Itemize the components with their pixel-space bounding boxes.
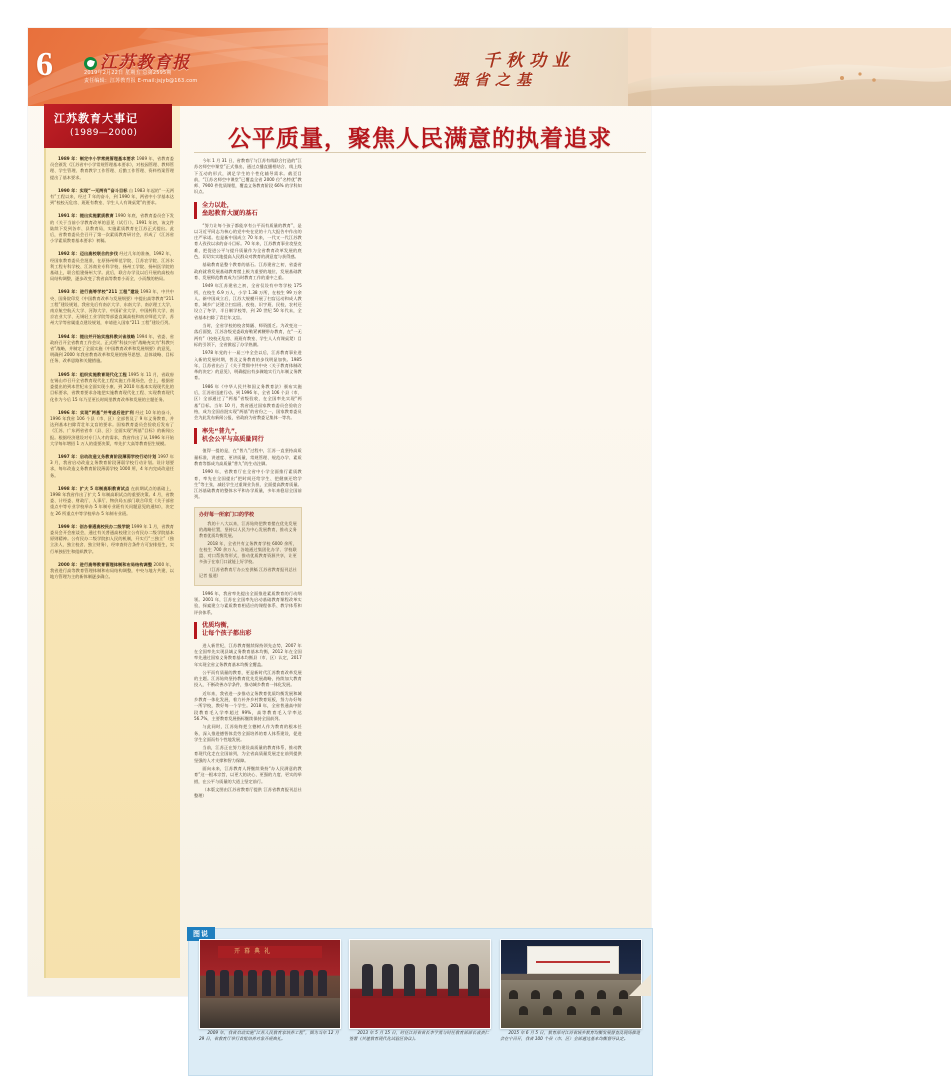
article-subheading-line2: 垒起教育大厦的基石 <box>202 210 258 218</box>
sidebar-entry-year: 2000 年：进行高等教育管理体制和布局结构调整 <box>58 561 153 567</box>
article-subheading-line1: 率先“普九”， <box>202 427 242 435</box>
article-paragraph: 值得一提的是，在“普九”过程中，江苏一直坚持高质量标准，讲速度、更讲质量，常规管理、规范办学、素质教育等都成为高质量“普九”的生动注脚。 <box>194 448 302 466</box>
calligraphy-top: 千秋功业 <box>483 51 575 70</box>
photo-strip <box>188 928 653 1076</box>
sidebar-entry-year: 1989 年：制定中小学常规管理基本要求 <box>58 156 136 161</box>
photo-audience <box>200 998 340 1028</box>
sidebar-entry <box>50 289 174 326</box>
photo-caption-3: 2015 年 6 月 5 日，教育部对江苏省城乡教育均衡发展督查及现场推进会在宁召开，我省 100 个县（市、区）全部通过基本均衡督导认定。 <box>500 1030 640 1042</box>
sidebar-entry <box>50 410 174 447</box>
article-paragraph: 与此同时，江苏始终把立德树人作为教育的根本任务，深入推进德智体美劳全面培养的育人体系建设，促进学生全面而有个性地发展。 <box>194 724 302 742</box>
callout-title: 办好每一所家门口的学校 <box>199 511 255 518</box>
article-subheading-line1: 全力以赴， <box>202 201 233 209</box>
sidebar-entry-year: 1995 年：组织实施教育现代化工程 <box>58 371 127 377</box>
article-source-note: （本版文图由江苏省教育厅提供 江苏省教育报刊总社 整理） <box>194 786 302 799</box>
photo-signing-table <box>350 998 490 1028</box>
photo-signing-ceremony <box>349 939 491 1029</box>
sidebar-entry-year: 1991 年：提出实施素质教育 <box>58 213 114 219</box>
sidebar-entry-text: 1993 年：进行高等学校“211 工程”建设 1993 年，中共中央、国务院印发《中国教育改革与发展纲要》中提出高等教育“211 工程”建设规划，我省先后有南京大学、东南大学、南京理工大学、南京航空航天大学、河海大学、中国矿业大学、中国药科大学、南京农业大学、无锡轻工业学院等部委直属高校和南京师范大学、苏州大学等省属重点建设规划，申请进入国家“211 工程”建设行列。 <box>50 289 174 326</box>
sidebar-entry-text: 1999 年：创办普通高校民办二级学院 1999 年 1 月，省教育委员会开会座谈会，通过有关普通高校建立公有民办二级学院基本原则精神。公有民办二级学院扣入民的机制，开实行“三独立”（独立法人、独立校舍、独立财务），经审查符合条件方可安排招生，实行单独招生和组织教学。 <box>50 523 174 554</box>
sidebar-entry-text: 1991 年：提出实施素质教育 1990 年底，省教育委员会下发的《关于当前小学教育改革的意见（试行）》。1991 年初，该文件陆续下发到各市、县教育局，实施素质教育在江苏正式提出。此后，省教育委员会召开了第一次素质教育研讨会，形成了《江苏省小学素质教育基本要求》初稿。 <box>50 213 174 244</box>
sidebar-entry-list <box>50 156 174 971</box>
headline-rule <box>194 152 646 153</box>
article-paragraph: 面向未来，江苏教育人将继续秉持“办人民满意的教育”这一根本宗旨，以更大的决心、更强的力度、更实的举措，在公平与质量的大道上坚定前行。 <box>194 766 302 784</box>
sidebar-entry <box>50 213 174 244</box>
contact-line: 责任编辑：江苏教育报 E-mail:jsjyb@163.com <box>84 78 198 84</box>
publication-name: 江苏教育报 <box>100 53 190 72</box>
sidebar-entry-text: 1992 年：迈出高校联合的步伐 经过几年的准备，1992 年，经国家教育委员会批准，在原扬州师范学院、江苏农学院、江苏水利工程专科学校、江苏商业专科学校、扬州工学院、扬州医学院的基础上，联合组建扬州大学。此后，联合办学及以后开展的高校布局结构调整，逐步改变了我省高等教育小而全、小而散的格局。 <box>50 251 174 282</box>
photo-awards-scene <box>200 940 340 1028</box>
article-paragraph: 1986 年《中华人民共和国义务教育法》颁布实施后，江苏省迅速行动。到 1996 年，全省 106 个县（市、区）全部通过了“两基”省级验收，在全国率先实现“两基”目标。当年 10 月，我省通过国家教育委员会验收合格，成为全国首批实现“两基”的省份之一，国家教育委员会为此发布新闻公报，省政府为省教委记集体一等功。 <box>194 383 302 421</box>
article-callout-box <box>194 507 302 586</box>
photo-audience <box>501 980 641 1028</box>
sidebar-entry-year: 1999 年：创办普通高校民办二级学院 <box>58 523 131 529</box>
article-columns <box>194 158 646 918</box>
photo-banner <box>218 946 322 958</box>
callout-paragraph: 2018 年，全省共有义务教育学校 6000 余所，在校生 700 余万人。各地通过集团化办学、学校联盟、对口帮扶等形式，推动优质教育资源共享，让更多孩子在家门口就能上好学校。 <box>199 540 297 564</box>
callout-paragraph: 我的十八大以来，江苏始终把教育摆在优先发展的战略位置，坚持以人民为中心发展教育，推动义务教育优质均衡发展。 <box>199 520 297 538</box>
masthead-meta <box>84 69 197 85</box>
article-subheading <box>194 202 302 219</box>
sidebar-entry-year: 1992 年：迈出高校联合的步伐 <box>58 251 119 257</box>
sidebar-entry-year: 1990 年：实现“一无两有”奋斗目标 <box>58 187 128 193</box>
article-paragraph: 1996 年，我省率先提出全面推进素质教育的行动纲领。2001 年，江苏在全国率先启动基础教育课程改革实验，探索建立与素质教育相适应的课程体系、教学体系和评价体系。 <box>194 590 302 615</box>
photo-people-row <box>204 970 336 996</box>
sidebar-entry-year: 1997 年：启动改造义务教育阶段薄弱学校行动计划 <box>58 453 157 459</box>
sidebar-header <box>44 104 172 148</box>
main-article <box>188 106 651 978</box>
article-subheading-line2: 机会公平与高质量同行 <box>202 435 264 443</box>
sidebar-subtitle: (1989—2000) <box>70 128 138 138</box>
article-paragraph: 1978 年党的十一届三中全会以后，江苏教育事业进入新的发展时期，普及义务教育的步伐明显加快。1985 年，江苏省出台了《关于贯彻中共中央〈关于教育体制改革的决定〉的意见》，明确提出有步骤地实行九年制义务教育。 <box>194 350 302 381</box>
article-paragraph: 1949 年江苏建省之初，全省仅设有中等学校 175 所，在校生 6.9 万人，小学 1.38 万所，在校生 99 万余人。新中国成立后，江苏大规模开展了扫盲运动和成人教育，城乡广泛建立扫盲班、夜校、识字班、民校，农村还设立了冬学、半日制学校等，到 20 世纪 50 年代末，全省基本扫除了青壮年文盲。 <box>194 283 302 320</box>
masthead <box>28 28 651 106</box>
photo-strip-tag: 图说 <box>187 927 215 941</box>
page-corner-fold <box>629 974 651 996</box>
sidebar-entry <box>50 188 174 207</box>
photo-conference-hall <box>500 939 642 1029</box>
article-paragraph: 公平而有质量的教育，更是新时代江苏教育改革发展的主题。江苏始终坚持教育优先发展战略，持续加大教育投入，不断改善办学条件，推动城乡教育一体化发展。 <box>194 669 302 688</box>
sidebar-entry-text: 1989 年：制定中小学常规管理基本要求 1989 年，省教育委员会颁发《江苏省中小学常规管理基本要求》，对校园管理、教师管理、学生管理、教育教学工作管理、后勤工作管理、资料档案管理提出了基本要求。 <box>50 156 174 180</box>
sidebar-entry-text: 1994 年：提出并开始实施科教兴省战略 1994 年，省委、省政府召开全省教育工作会议，正式将“科技兴省”战略充实为“科教兴省”战略，并制定了全面实施《中国教育改革和发展纲要》的意见，明确到 2000 年我省教育改革和发展的指导思想、总体战略、目标任务、改革思路和关键措施。 <box>50 333 174 364</box>
sidebar-entry <box>50 562 174 581</box>
photo-stage-screen <box>527 946 619 974</box>
article-subheading-line1: 优质均衡， <box>202 621 233 629</box>
sidebar-entry <box>50 156 174 181</box>
sidebar-title: 江苏教育大事记 <box>54 112 138 125</box>
sidebar-entry <box>50 251 174 282</box>
sidebar-entry <box>50 372 174 403</box>
article-subheading <box>194 428 302 445</box>
sidebar-entry <box>50 486 174 517</box>
sidebar-entry <box>50 334 174 365</box>
article-paragraph: 基础教育是整个教育的基石。江苏建省之初，省委省政府就将发展基础教育摆上极为重要的地位，发展基础教育、发展师范教育成为当时教育工作的重中之重。 <box>194 262 302 280</box>
photo-people-row <box>356 964 484 996</box>
photo-awards-ceremony <box>199 939 341 1029</box>
page-content <box>28 106 651 1042</box>
sidebar-entry-text: 1996 年：实现“两基”并考虑后进扩利 经过 10 年的奋斗，1996 年我省 106 个县（市、区）全部普及了 9 年义务教育，并达到基本扫除青壮年文盲的要求。国家教育委员会验收后发布了《江苏、广东两省省市（县、区）全面实现“两基”目标》的新闻公报。根据经济建设对专门人才的需求，我省作出了从 1996 年开始大学每年增招 1 万人的重要决策，率先扩大高等教育招生规模。 <box>50 409 174 446</box>
photo-conference-scene <box>501 940 641 1028</box>
article-paragraph: 1990 年，省教育厅在全省中小学全面推行素质教育，率先在全国提出“把时间还给学生、把健康还给学生”等主张，减轻学生过重课业负担，全面提高教育质量。江苏基础教育的整体水平和办学质量，多年来稳居全国前列。 <box>194 469 302 500</box>
photo-caption-2: 2013 年 5 月 15 日，时任江苏省省长李学勇与时任教育部部长袁贵仁签署《共建教育现代化试验区协议》。 <box>349 1030 489 1042</box>
photo-signing-scene <box>350 940 490 1028</box>
sidebar-entry-year: 1996 年：实现“两基”并考虑后进扩利 <box>58 409 134 415</box>
sidebar-entry-year: 1994 年：提出并开始实施科教兴省战略 <box>58 333 136 339</box>
sidebar-entry-text: 1997 年：启动改造义务教育阶段薄弱学校行动计划 1997 年 3 月，我省启动改造义务教育阶段薄弱学校行动计划。设计划要求，每年改造义务教育阶段薄弱学校 1000 所，4 年内完成改造任务。 <box>50 453 174 478</box>
sidebar-entry <box>50 454 174 479</box>
sidebar-entry-text: 1998 年：扩大 5 年制高职教育试点 在前期试点的基础上，1998 年我省作出了扩大 5 年制高职试点的重要决策。4 月，省教委、计经委、财政厅、人事厅、物价局五部门联合印发《关于部省重点中等专业学校举办 5 年制专业班有关问题意见的通知》，决定在 26 所重点中等学校举办 5 年制专业班。 <box>50 485 174 516</box>
sidebar-entry-text: 1995 年：组织实施教育现代化工程 1995 年 11 月，省政府在锡山市召开全省教育现代化工程实施工作现场会，会上，根据省委提出的到本世纪末全面实现小康、到 2010 年基本实现现代化的目标要求，省教育要求各地把实施教育现代化工程、实现教育现代化作为今后 15 年乃至更长时间里教育改革和发展的主题任务。 <box>50 371 174 402</box>
masthead-dune-image <box>628 28 951 106</box>
sidebar-entry-text: 1990 年：实现“一无两有”奋斗目标 自 1983 年起的“一无两有”工程以来，经过 7 年的奋斗，到 1990 年，两省中小学基本达到“校校无危房、班班有教室、学生人人有课桌凳”的要求。 <box>50 187 174 206</box>
sidebar-entry-text: 2000 年：进行高等教育管理体制和布局结构调整 2000 年，我省进行高等教育管理体制和布局结构调整，中央与地方共建、以地方管理为主的新体制逐步确立。 <box>50 561 174 580</box>
calligraphy-bottom: 强省之基 <box>453 73 538 89</box>
article-paragraph: 近年来，我省进一步推动义务教育优质均衡发展和城乡教育一体化发展，着力补齐乡村教育短板，努力办好每一所学校，教好每一个学生。2018 年，全省普通高中阶段教育毛入学率超过 99%，高等教育毛入学率达 56.7%，主要教育发展指标继续保持全国前列。 <box>194 690 302 721</box>
page-number: 6 <box>36 46 53 83</box>
sidebar-chronology <box>44 106 180 978</box>
article-paragraph: 当前，江苏正在努力建设高质量的教育体系，推动教育现代化走在全国前列，为全省高质量发展走在前列提供坚强的人才支撑和智力保障。 <box>194 745 302 763</box>
sidebar-entry-year: 1993 年：进行高等学校“211 工程”建设 <box>58 289 139 295</box>
sidebar-entry-year: 1998 年：扩大 5 年制高职教育试点 <box>58 485 130 491</box>
article-paragraph: 进入新世纪，江苏教育继续保持领先态势，2007 年在全国率先实现县域义务教育基本均衡，2012 年在全国率先通过国家义务教育基本均衡县（市、区）认定，2017 年实现全省义务教育基本均衡全覆盖。 <box>194 642 302 667</box>
sidebar-entry <box>50 524 174 555</box>
article-paragraph: 今年 1 月 31 日，省教育厅与江苏有线联合打造的“江苏名师空中课堂”正式推出，通过点播直播相结合、线上线下互动的形式，满足学生的个性化辅导需求。截至目前，“江苏名师空中课堂”已覆盖全省 2000 位“名特优”教师、7900 件优质课程，覆盖义务教育阶段 66% 的学科知识点。 <box>194 158 302 195</box>
article-subheading <box>194 622 302 639</box>
article-paragraph: 当时，全省学校的校舍简陋、师资匮乏。为改变这一落后面貌，江苏各级党委政府勒紧裤腰带办教育，在“一无两有”（校校无危房、班班有教室、学生人人有课桌凳）目标的引领下，全省掀起了办学热潮。 <box>194 323 302 347</box>
page-title: 公平质量，聚焦人民满意的执着追求 <box>228 126 612 151</box>
article-subheading-line2: 让每个孩子都出彩 <box>202 630 252 638</box>
callout-paragraph: （江苏省教育厅办公室供稿 江苏省教育报刊总社记者 报道） <box>199 566 297 578</box>
photo-caption-1: 2009 年，我省启动实施“江苏人民教育家培养工程”，图为当年 12 月 29 日，省教育厅举行首批培养对象开班典礼。 <box>199 1030 339 1042</box>
issue-line: 2019年2月22日 星期五 总第2595期 <box>84 70 172 76</box>
article-paragraph: “努力让每个孩子都能享有公平而有质量的教育”，是以习近平同志为核心的党中央在党的十九大报告中作出的庄严承诺。也是新中国成立 70 年来，一代又一代江苏教育人孜孜以求的奋斗目标。70 年来，江苏教育事业攻坚克难，把促进公平与提升质量作为全省教育改革发展的底色，切切实实地提高人民群众对教育的满意度与获得感。 <box>194 222 302 260</box>
